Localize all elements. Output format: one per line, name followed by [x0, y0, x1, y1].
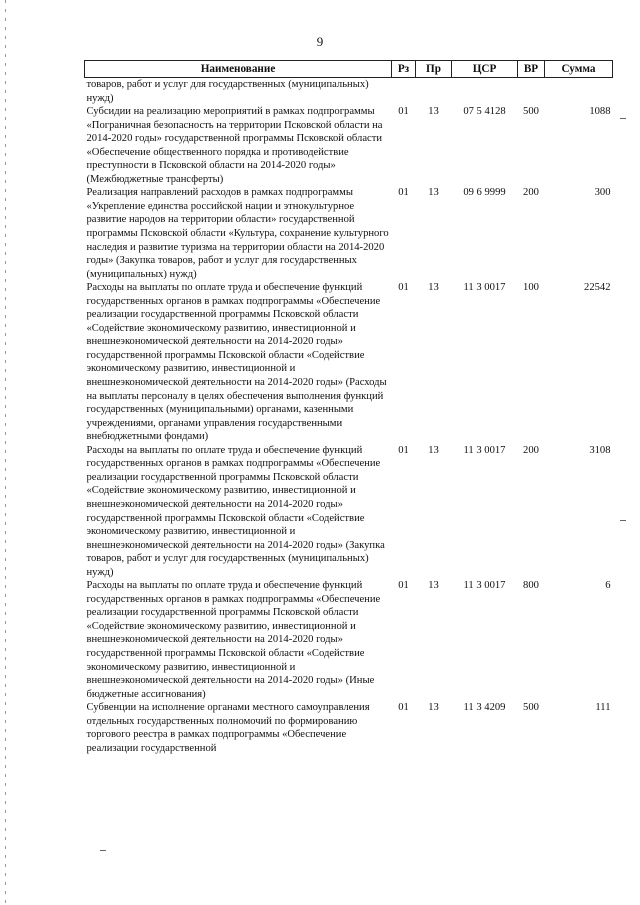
scan-mark: [620, 520, 626, 521]
row-vr: [518, 78, 545, 106]
row-vr: 200: [523, 444, 539, 456]
row-csr: 11 3 0017: [463, 444, 506, 456]
row-name: Реализация направлений расходов в рамках подпрограммы «Укрепление единства российской нации и этнокультурное развитие народов на территории области» государственной программы Псковской области «Культура, сохранение культурного наследия и развитие туризма на территории области на 2014-2020 годы» (Закупка товаров, работ и услуг для государственных (муниципальных) нужд): [86, 187, 389, 280]
row-rz: 01: [398, 444, 409, 456]
table-row: [85, 105, 613, 186]
row-csr: 11 3 0017: [463, 282, 506, 294]
row-rz: 01: [398, 702, 409, 714]
header-vr: ВР: [518, 61, 545, 78]
row-pr: 13: [428, 106, 439, 118]
row-sum: 6: [605, 580, 611, 592]
row-sum: 3108: [589, 444, 611, 456]
scan-mark: [620, 118, 626, 119]
row-name: Субсидии на реализацию мероприятий в рамках подпрограммы «Пограничная безопасность на территории Псковской области на 2014-2020 годы» государственной программы Псковской области «Обеспечение общественного порядка и противодействие преступности в Псковской области на 2014-2020 годы» (Межбюджетные трансферты): [86, 106, 383, 185]
row-vr: 100: [523, 282, 539, 294]
row-rz: 01: [398, 106, 409, 118]
table-header-row: [85, 61, 613, 78]
budget-table: [84, 60, 613, 755]
row-pr: [416, 78, 452, 106]
header-sum: Сумма: [545, 61, 613, 78]
table-row: [85, 701, 613, 755]
header-name: Наименование: [85, 61, 392, 78]
page-number: 9: [316, 34, 324, 49]
row-csr: 07 5 4128: [463, 106, 506, 118]
row-csr: 11 3 4209: [463, 702, 506, 714]
header-csr: ЦСР: [452, 61, 518, 78]
row-rz: 01: [398, 282, 409, 294]
row-vr: 800: [523, 580, 539, 592]
row-name: Расходы на выплаты по оплате труда и обеспечение функций государственных органов в рамках подпрограммы «Обеспечение реализации государственной программы Псковской области «Содействие экономическому развитию, инвестиционной и внешнеэкономической деятельности на 2014-2020 годы» государственной программы Псковской области «Содействие экономическому развитию, инвестиционной и внешнеэкономической деятельности на 2014-2020 годы» (Иные бюджетные ассигнования): [86, 580, 381, 700]
scan-edge-line: [5, 0, 6, 905]
row-rz: 01: [398, 187, 409, 199]
row-name: Субвенции на исполнение органами местного самоуправления отдельных государственных полномочий по формированию торгового реестра в рамках подпрограммы «Обеспечение реализации государственной: [86, 702, 370, 754]
row-name: Расходы на выплаты по оплате труда и обеспечение функций государственных органов в рамках подпрограммы «Обеспечение реализации государственной программы Псковской области «Содействие экономическому развитию, инвестиционной и внешнеэкономической деятельности на 2014-2020 годы» государственной программы Псковской области «Содействие экономическому развитию, инвестиционной и внешнеэкономической деятельности на 2014-2020 годы» (Закупка товаров, работ и услуг для государственных (муниципальных) нужд): [86, 444, 385, 578]
row-sum: 22542: [584, 282, 611, 294]
row-csr: 09 6 9999: [463, 187, 506, 199]
row-name: товаров, работ и услуг для государственных (муниципальных) нужд): [86, 79, 369, 104]
header-rz: Рз: [392, 61, 416, 78]
row-vr: 200: [523, 187, 539, 199]
row-vr: 500: [523, 106, 539, 118]
table-row: [85, 444, 613, 579]
row-sum: [545, 78, 613, 106]
row-sum: 111: [595, 702, 611, 714]
row-rz: 01: [398, 580, 409, 592]
row-pr: 13: [428, 702, 439, 714]
header-pr: Пр: [416, 61, 452, 78]
table-row: [85, 579, 613, 701]
row-sum: 300: [594, 187, 611, 199]
row-pr: 13: [428, 187, 439, 199]
row-csr: 11 3 0017: [463, 580, 506, 592]
table-row: [85, 186, 613, 281]
row-csr: [452, 78, 518, 106]
row-rz: [392, 78, 416, 106]
table-row: [85, 78, 613, 106]
table-row: [85, 281, 613, 444]
row-pr: 13: [428, 282, 439, 294]
row-vr: 500: [523, 702, 539, 714]
row-pr: 13: [428, 580, 439, 592]
scan-mark: [100, 850, 106, 851]
row-sum: 1088: [589, 106, 611, 118]
row-name: Расходы на выплаты по оплате труда и обеспечение функций государственных органов в рамках подпрограммы «Обеспечение реализации государственной программы Псковской области «Содействие экономическому развитию, инвестиционной и внешнеэкономической деятельности на 2014-2020 годы» государственной программы Псковской области «Содействие экономическому развитию, инвестиционной и внешнеэкономической деятельности на 2014-2020 годы» (Расходы на выплаты персоналу в целях обеспечения выполнения функций государственных (муниципальными) органами, казенными учреждениями, органами управления государственными внебюджетными фондами): [86, 282, 387, 443]
row-pr: 13: [428, 444, 439, 456]
